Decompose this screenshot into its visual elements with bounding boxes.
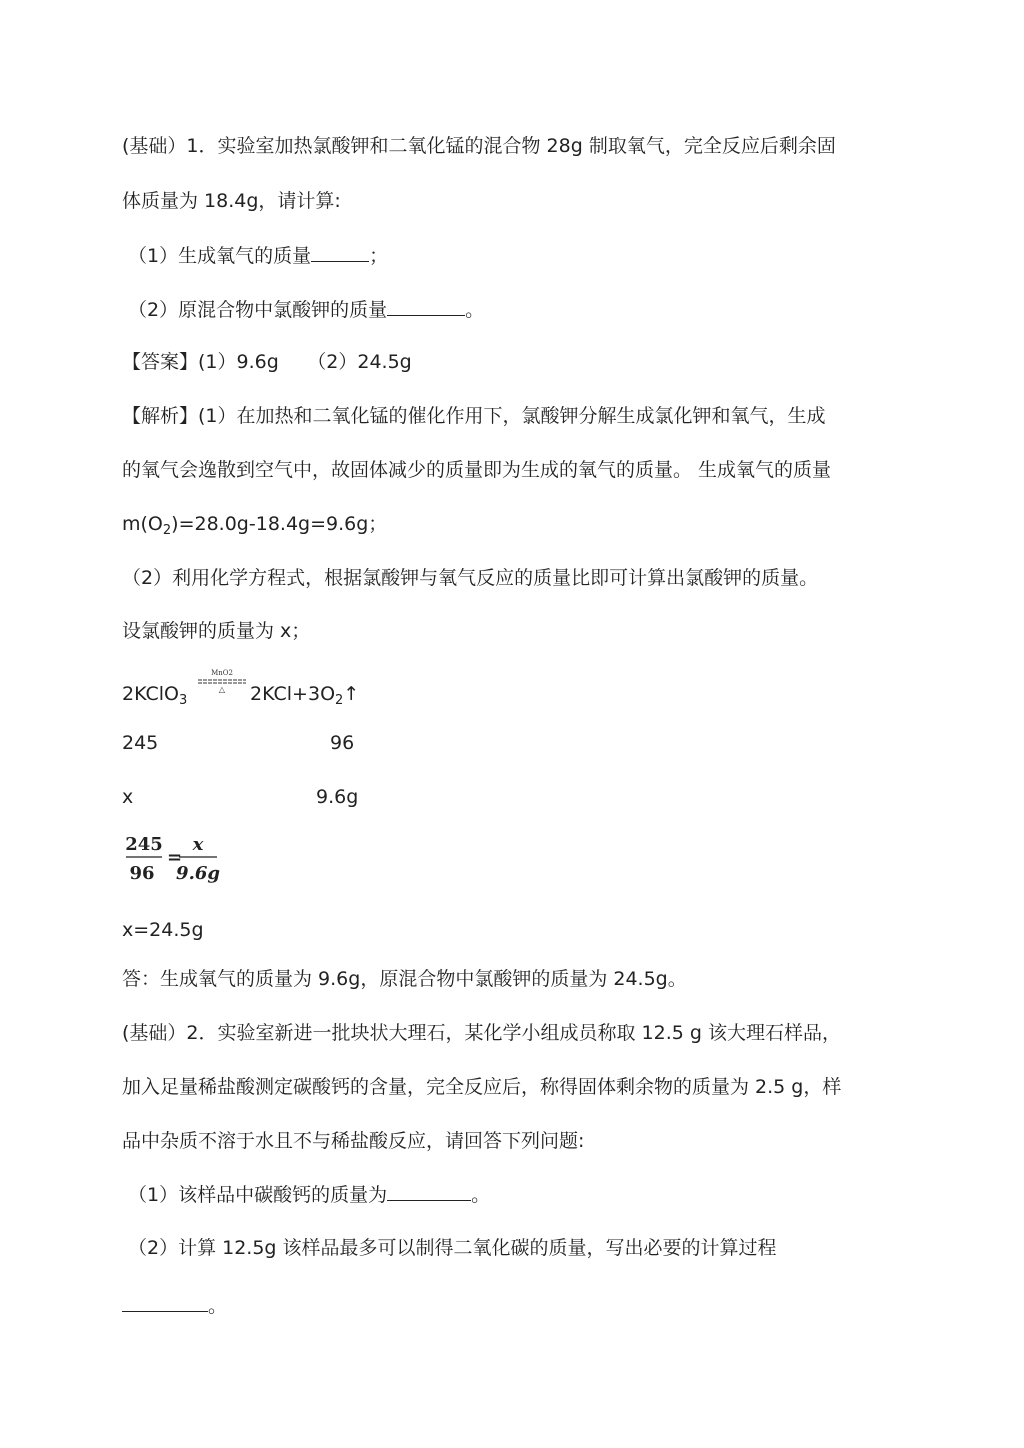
q1-stem-line1: (基础）1．实验室加热氯酸钾和二氧化锰的混合物 28g 制取氧气，完全反应后剩余固 — [122, 135, 836, 157]
q1-final-answer: 答：生成氧气的质量为 9.6g，原混合物中氯酸钾的质量为 24.5g。 — [122, 968, 687, 990]
calc-suffix: )=28.0g-18.4g=9.6g； — [171, 513, 388, 535]
eq-reactant-sub: 3 — [179, 693, 188, 708]
equals-sign: = — [167, 847, 183, 868]
chemical-equation-right — [250, 682, 359, 713]
relative-mass-left: 245 — [122, 732, 159, 754]
known-right: 9.6g — [316, 786, 359, 808]
reaction-condition-sign — [196, 668, 248, 694]
q2-part1 — [128, 1182, 490, 1207]
q1-part1-text: （1）生成氧气的质量 — [128, 245, 312, 267]
q1-result: x=24.5g — [122, 919, 204, 941]
q2-part2-end: 。 — [208, 1295, 228, 1317]
fraction-den-left: 96 — [129, 863, 155, 884]
q1-oxygen-calc — [122, 512, 387, 543]
q1-let-x: 设氯酸钾的质量为 x； — [122, 620, 311, 642]
fraction-num-right: x — [192, 834, 204, 855]
q1-analysis-line1: 【解析】(1）在加热和二氧化锰的催化作用下，氯酸钾分解生成氯化钾和氧气，生成 — [122, 405, 826, 427]
fraction-den-right: 9.6g — [176, 863, 220, 884]
q1-part1 — [128, 243, 388, 268]
q2-part2-blank-line — [122, 1293, 227, 1318]
q1-part2-text: （2）原混合物中氯酸钾的质量 — [128, 299, 388, 321]
q1-part2-end: 。 — [465, 299, 485, 321]
catalyst-label: MnO2 — [211, 669, 233, 677]
fraction-num-left: 245 — [125, 834, 163, 855]
gas-arrow-icon: ↑ — [343, 683, 360, 705]
q1-analysis-line3: （2）利用化学方程式，根据氯酸钾与氧气反应的质量比即可计算出氯酸钾的质量。 — [122, 567, 819, 589]
q1-stem-line2: 体质量为 18.4g，请计算: — [122, 190, 341, 212]
eq-product-sub: 2 — [335, 693, 344, 708]
chemical-equation-left — [122, 682, 187, 713]
proportion-fraction — [124, 832, 224, 888]
q1-answer: 【答案】(1）9.6g （2）24.5g — [122, 351, 412, 373]
q1-part2 — [128, 297, 484, 322]
eq-reactant: 2KClO — [122, 683, 180, 705]
calc-subscript: 2 — [162, 523, 172, 538]
q2-part1-text: （1）该样品中碳酸钙的质量为 — [128, 1184, 388, 1206]
q2-stem-line3: 品中杂质不溶于水且不与稀盐酸反应，请回答下列问题: — [122, 1130, 585, 1152]
relative-mass-right: 96 — [330, 732, 355, 754]
answer-blank — [122, 1293, 208, 1312]
q2-stem-line1: (基础）2．实验室新进一批块状大理石，某化学小组成员称取 12.5 g 该大理石样品， — [122, 1022, 841, 1044]
answer-blank — [311, 243, 369, 262]
answer-blank — [387, 1182, 471, 1201]
calc-prefix: m(O — [122, 513, 163, 535]
q2-part1-end: 。 — [471, 1184, 491, 1206]
q2-stem-line2: 加入足量稀盐酸测定碳酸钙的含量，完全反应后，称得固体剩余物的质量为 2.5 g，样 — [122, 1076, 842, 1098]
q1-analysis-line2: 的氧气会逸散到空气中，故固体减少的质量即为生成的氧气的质量。 生成氧气的质量 — [122, 459, 832, 481]
q2-part2: （2）计算 12.5g 该样品最多可以制得二氧化碳的质量，写出必要的计算过程 — [128, 1237, 777, 1259]
unknown-left: x — [122, 786, 134, 808]
eq-products: 2KCl+3O — [250, 683, 336, 705]
answer-blank — [387, 297, 465, 316]
heat-symbol: △ — [218, 685, 226, 694]
q1-part1-end: ； — [369, 245, 389, 267]
